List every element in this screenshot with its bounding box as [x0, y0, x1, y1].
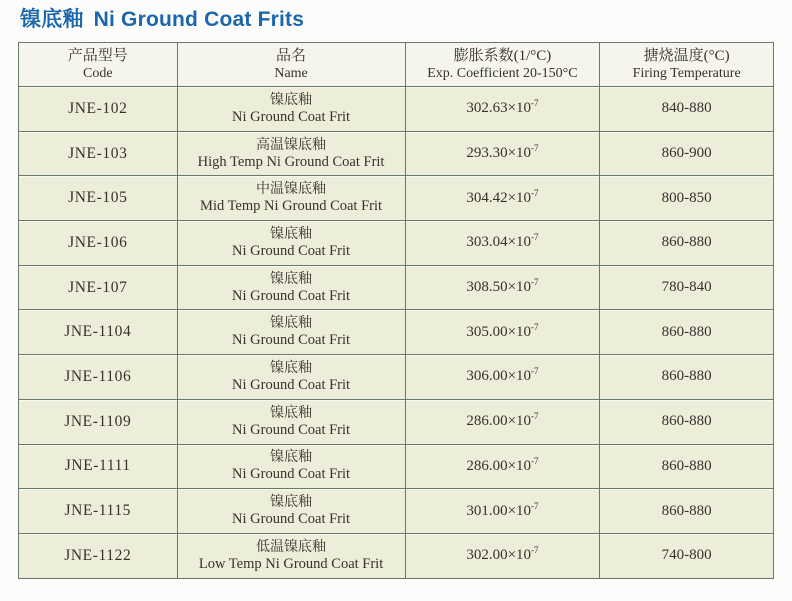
cell-name-en: Ni Ground Coat Frit	[232, 287, 351, 304]
table-row	[19, 265, 774, 310]
cell-exp-coefficient: $308.50\times 10^{-7}$	[405, 265, 600, 310]
cell-code: JNE-1115	[19, 489, 178, 534]
cell-code: JNE-103	[19, 131, 178, 176]
header-name	[177, 43, 405, 87]
cell-exp-coefficient: $301.00\times 10^{-7}$	[405, 489, 600, 534]
cell-name-en: Ni Ground Coat Frit	[232, 511, 351, 528]
cell-exp-coefficient: $293.30\times 10^{-7}$	[405, 131, 600, 176]
header-exp-coefficient	[405, 43, 600, 87]
cell-name-en: Ni Ground Coat Frit	[232, 466, 351, 483]
cell-name-zh: 镍底釉	[270, 92, 313, 108]
cell-name-zh: 中温镍底釉	[256, 182, 327, 198]
cell-name-zh: 镍底釉	[270, 316, 313, 332]
cell-firing-temperature: 780-840	[600, 265, 774, 310]
header-exp-coefficient-zh: 膨胀系数(1/°C)	[453, 48, 552, 64]
cell-name-zh: 镍底釉	[270, 226, 313, 242]
header-firing-temperature-en: Firing Temperature	[632, 66, 741, 81]
table-row	[19, 221, 774, 266]
cell-name-zh: 镍底釉	[270, 271, 313, 287]
header-row	[19, 43, 774, 87]
cell-firing-temperature: 860-900	[600, 131, 774, 176]
cell-exp-coefficient: $286.00\times 10^{-7}$	[405, 399, 600, 444]
cell-name-zh: 高温镍底釉	[256, 137, 327, 153]
cell-name-en: Ni Ground Coat Frit	[232, 108, 351, 125]
cell-code: JNE-1106	[19, 355, 178, 400]
cell-name-en: Low Temp Ni Ground Coat Frit	[198, 555, 384, 572]
exponent: -7	[531, 500, 539, 511]
cell-name	[177, 489, 405, 534]
table-row	[19, 444, 774, 489]
cell-firing-temperature: 740-800	[600, 533, 774, 578]
cell-name	[177, 176, 405, 221]
cell-name	[177, 310, 405, 355]
header-name-zh: 品名	[276, 48, 307, 64]
table-row	[19, 131, 774, 176]
cell-exp-coefficient: $302.00\times 10^{-7}$	[405, 533, 600, 578]
header-code	[19, 43, 178, 87]
cell-name	[177, 533, 405, 578]
cell-name	[177, 131, 405, 176]
header-name-en: Name	[274, 66, 308, 81]
exponent: -7	[531, 321, 539, 332]
cell-name-en: Ni Ground Coat Frit	[232, 376, 351, 393]
cell-code: JNE-1122	[19, 533, 178, 578]
cell-firing-temperature: 840-880	[600, 87, 774, 132]
cell-firing-temperature: 860-880	[600, 399, 774, 444]
exponent: -7	[531, 187, 539, 198]
table-row	[19, 533, 774, 578]
cell-name	[177, 221, 405, 266]
table-row	[19, 355, 774, 400]
exponent: -7	[531, 366, 539, 377]
header-firing-temperature-zh: 搪烧温度(°C)	[643, 48, 730, 64]
cell-firing-temperature: 860-880	[600, 444, 774, 489]
table-row	[19, 87, 774, 132]
exponent: -7	[531, 277, 539, 288]
cell-name-zh: 镍底釉	[270, 405, 313, 421]
table-row	[19, 310, 774, 355]
cell-name-en: High Temp Ni Ground Coat Frit	[197, 153, 385, 170]
cell-name	[177, 265, 405, 310]
cell-code: JNE-107	[19, 265, 178, 310]
table-row	[19, 176, 774, 221]
cell-code: JNE-1109	[19, 399, 178, 444]
exponent: -7	[531, 411, 539, 422]
cell-exp-coefficient: $302.63\times 10^{-7}$	[405, 87, 600, 132]
exponent: -7	[531, 545, 539, 556]
frits-table	[18, 42, 774, 579]
cell-name-en: Ni Ground Coat Frit	[232, 421, 351, 438]
exponent: -7	[531, 232, 539, 243]
cell-code: JNE-1111	[19, 444, 178, 489]
cell-exp-coefficient: $286.00\times 10^{-7}$	[405, 444, 600, 489]
header-exp-coefficient-en: Exp. Coefficient 20-150°C	[427, 66, 578, 81]
cell-name-en: Ni Ground Coat Frit	[232, 332, 351, 349]
table-body	[19, 87, 774, 579]
cell-exp-coefficient: $303.04\times 10^{-7}$	[405, 221, 600, 266]
cell-firing-temperature: 860-880	[600, 489, 774, 534]
cell-firing-temperature: 800-850	[600, 176, 774, 221]
cell-firing-temperature: 860-880	[600, 355, 774, 400]
page-title-zh: 镍底釉	[20, 8, 84, 31]
cell-exp-coefficient: $305.00\times 10^{-7}$	[405, 310, 600, 355]
page-title-en: Ni Ground Coat Frits	[93, 8, 305, 31]
cell-firing-temperature: 860-880	[600, 310, 774, 355]
page-title	[20, 6, 304, 34]
table-row	[19, 399, 774, 444]
cell-code: JNE-1104	[19, 310, 178, 355]
cell-name-en: Ni Ground Coat Frit	[232, 242, 351, 259]
cell-name	[177, 399, 405, 444]
cell-exp-coefficient: $306.00\times 10^{-7}$	[405, 355, 600, 400]
header-code-zh: 产品型号	[67, 48, 128, 64]
cell-name-zh: 镍底釉	[270, 450, 313, 466]
header-firing-temperature	[600, 43, 774, 87]
cell-name	[177, 355, 405, 400]
cell-name	[177, 444, 405, 489]
cell-exp-coefficient: $304.42\times 10^{-7}$	[405, 176, 600, 221]
cell-name-en: Mid Temp Ni Ground Coat Frit	[200, 198, 383, 215]
cell-code: JNE-106	[19, 221, 178, 266]
cell-code: JNE-105	[19, 176, 178, 221]
cell-code: JNE-102	[19, 87, 178, 132]
cell-name-zh: 低温镍底釉	[256, 539, 327, 555]
exponent: -7	[531, 455, 539, 466]
exponent: -7	[531, 143, 539, 154]
exponent: -7	[531, 98, 539, 109]
cell-firing-temperature: 860-880	[600, 221, 774, 266]
cell-name-zh: 镍底釉	[270, 495, 313, 511]
header-code-en: Code	[82, 66, 113, 81]
table-row	[19, 489, 774, 534]
cell-name	[177, 87, 405, 132]
cell-name-zh: 镍底釉	[270, 360, 313, 376]
